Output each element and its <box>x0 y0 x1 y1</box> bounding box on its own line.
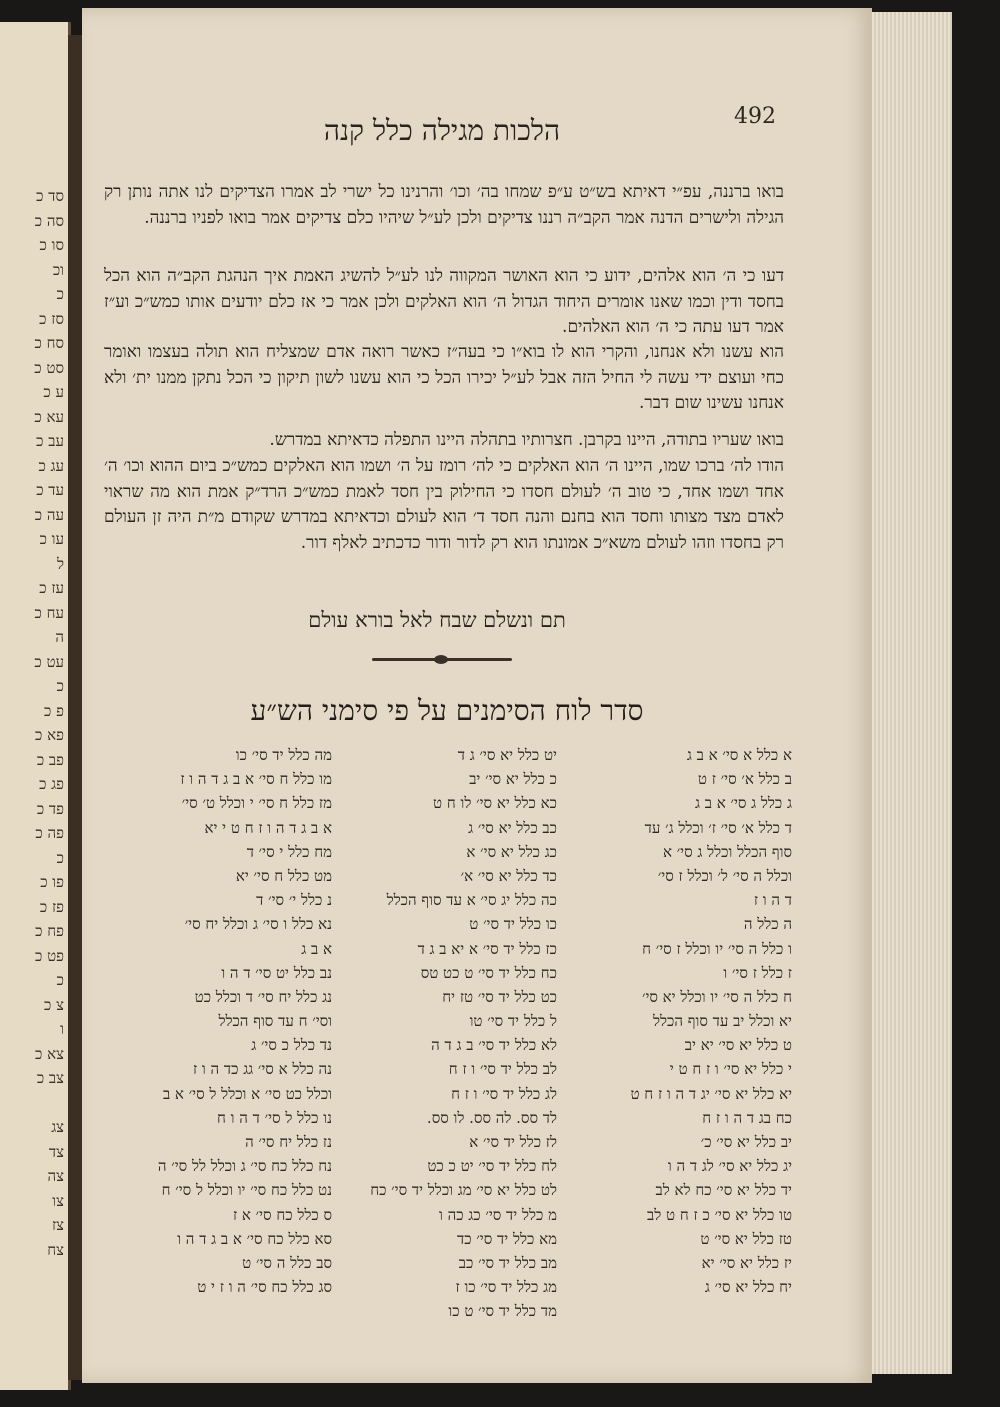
index-entry: י כלל יא סי׳ ו ז ח ט י <box>669 1060 792 1079</box>
index-entry: ס כלל כח סי׳ א ז <box>232 1205 332 1224</box>
left-page-line: ל <box>56 554 64 573</box>
index-entry: מג כלל יד סי׳ כו ז <box>455 1278 557 1297</box>
index-entry: לז כלל יד סי׳ א <box>469 1133 557 1151</box>
index-entry: נט כלל כח סי׳ יו וכלל ל סי׳ ח <box>161 1181 332 1200</box>
index-entry: סא כלל כח סי׳ א ב ג ד ה ו <box>177 1229 332 1248</box>
index-entry: לג כלל יד סי׳ ו ז ח <box>451 1084 557 1103</box>
left-page-line: צו <box>52 1191 64 1210</box>
index-entry: יא וכלל יב עד סוף הכלל <box>653 1012 792 1031</box>
left-page-line: עט כ <box>34 652 64 671</box>
index-entry: א כלל א סי׳ א ב ג <box>686 746 792 764</box>
left-page-line: פג כ <box>39 775 64 793</box>
index-column-middle <box>332 743 557 1324</box>
index-entry: לא כלל יד סי׳ ב ג ד ה <box>431 1036 557 1055</box>
index-entry: ו כלל ה סי׳ יו וכלל ז סי׳ ח <box>642 939 792 958</box>
index-entry: נה כלל א סי׳ גג כד ה ו ז <box>192 1060 332 1079</box>
left-page-line: פח כ <box>35 922 64 940</box>
index-entry: ד כלל א׳ סי׳ ז׳ וכלל ג׳ עד <box>644 818 792 837</box>
left-page-line: צא כ <box>35 1044 64 1063</box>
closing-line: תם ונשלם שבח לאל בורא עולם <box>308 608 566 632</box>
left-page-line: סז כ <box>39 309 64 328</box>
left-page-line: סה כ <box>34 211 64 230</box>
index-entry: ד ה ו ז <box>753 891 792 910</box>
index-entry: וכלל כט סי׳ א וכלל ל סי׳ א ב <box>162 1084 332 1103</box>
index-entry: נז כלל יח סי׳ ה <box>245 1133 332 1151</box>
divider-ornament <box>434 655 448 664</box>
left-page-line: ה <box>55 628 64 646</box>
index-entry: סב כלל ה סי׳ ט <box>242 1253 332 1272</box>
index-entry: טז כלל יא סי׳ ט <box>700 1229 792 1248</box>
left-page-line: עג כ <box>38 456 64 475</box>
paragraph: הוא עשנו ולא אנחנו, והקרי הוא לו בוא״ו כי בעה״ז כאשר רואה אדם שמצליח הוא תולה בעצמו ואומר כחי ועוצם ידי עשה לי החיל הזה אבל לע״ל יכירו הכל כי הוא עשנו לשון תיקון כי הכל נתקן ממנו ית׳ ולא אנחנו עשינו שום דבר. <box>104 342 784 413</box>
index-entry: כז כלל יד סי׳ א יא ב ג ד <box>417 939 557 958</box>
left-page-line: ו <box>60 1020 64 1038</box>
left-page-line: פז כ <box>39 897 64 916</box>
left-page-line: ע כ <box>43 383 64 401</box>
page-edges <box>872 12 952 1374</box>
left-page-line: פב כ <box>36 750 64 769</box>
paragraph: בואו ברננה, עפ״י דאיתא בש״ט ע״פ שמחו בה׳ וכו׳ והרנינו כל ישרי לב אמרו הצדיקים לנו אתה נותן רק הגילה ולישרים הדנה אמר הקב״ה רננו צדיקים ולכן לע״ל שיהיו כלם צדיקים אמר בואו לפניו ברננה. <box>104 182 784 228</box>
left-page-line: סט כ <box>34 358 64 377</box>
index-entry: נד כלל כ סי׳ ג <box>251 1036 332 1055</box>
left-page-line: כ <box>56 971 64 989</box>
index-entry: כח כלל יד סי׳ ט כט טס <box>420 963 557 982</box>
index-entry: יז כלל יא סי׳ יא <box>701 1253 792 1272</box>
index-table-title: סדר לוח הסימנים על פי סימני הש״ע <box>250 694 644 727</box>
index-entry: מט כלל ח סי׳ יא <box>235 866 332 885</box>
index-entry: לד סס. לה סס. לו סס. <box>426 1108 557 1127</box>
left-page-line: כ <box>56 848 64 867</box>
index-entry: מב כלל יד סי׳ כב <box>458 1253 557 1272</box>
paragraph: הודו לה׳ ברכו שמו, היינו ה׳ הוא האלקים כי לה׳ רומז על ה׳ ושמו הוא האלקים כמש״כ ביום ההוא וכו׳ ה׳ אחד ושמו אחד, כי טוב ה׳ לעולם חסדו כי החילוק בין חסד לאמת כמש״כ הרד״ק אמת הוא מה שראוי לאדם מצד מצותו וחסד הוא בחנם והנה חסד ד׳ הוא לעולם וכדאיתא במדרש שקודם מ״ת היה זן העולם רק בחסדו וזהו לעולם משא״כ אמונתו הוא רק לדור ודור כדכתיב לאלף דור. <box>104 456 784 553</box>
page-number: 492 <box>734 104 776 129</box>
left-page-line: עז כ <box>39 579 64 597</box>
left-page-line: סח כ <box>34 334 64 352</box>
index-entry: כה כלל יג סי׳ א עד סוף הכלל <box>386 891 557 910</box>
index-entry: כ כלל יא סי׳ יב <box>469 770 557 789</box>
left-page-line: צג <box>51 1118 64 1136</box>
index-entry: מה כלל יד סי׳ כו <box>235 746 332 764</box>
left-page-line: פ כ <box>44 701 64 720</box>
index-entry: כח בג ד ה ו ז ח <box>702 1108 792 1127</box>
index-entry: ט כלל יא סי׳ יא יב <box>684 1036 792 1055</box>
running-header: הלכות מגילה כלל קנה <box>323 114 561 147</box>
index-entry: טו כלל יא סי׳ כ ז ח ט לב <box>647 1205 792 1224</box>
index-entry: ז כלל ז סי׳ ו <box>723 963 792 982</box>
index-entry: נב כלל יט סי׳ ד ה ו <box>221 963 332 982</box>
index-entry: ה כלל ה <box>743 915 792 934</box>
left-page-line: עב כ <box>36 432 64 450</box>
left-page-fragment <box>0 22 71 1390</box>
book-spine <box>68 35 82 1380</box>
left-page-line: פט כ <box>34 946 64 965</box>
index-entry: מד כלל יד סי׳ ט כו <box>448 1302 557 1321</box>
index-entry: נח כלל כח סי׳ ג וכלל לל סי׳ ה <box>157 1157 332 1176</box>
left-page-line: עד כ <box>36 481 64 499</box>
index-entry: א ב ג <box>301 939 332 958</box>
index-entry: וסי׳ ח עד סוף הכלל <box>218 1012 332 1031</box>
index-entry: מח כלל י סי׳ ד <box>246 842 332 861</box>
index-entry: סוף הכלל וכלל ג סי׳ א <box>662 842 792 861</box>
left-page-line: פד כ <box>36 799 64 818</box>
index-entry: ב כלל א׳ סי׳ ז ט <box>697 770 792 789</box>
left-page-line: עו כ <box>39 530 64 548</box>
index-entry: יח כלל יא סי׳ ג <box>704 1278 792 1297</box>
index-entry: ג כלל ג סי׳ א ב ג <box>695 794 792 813</box>
index-entry: כד כלל יא סי׳ א׳ <box>460 866 557 885</box>
left-page-line: צ כ <box>44 995 64 1014</box>
left-page-line: פו כ <box>40 873 64 891</box>
index-entry: א ב ג ד ה ו ז ח ט י יא <box>204 818 332 837</box>
index-column-left <box>102 743 332 1299</box>
index-entry: נ כלל י׳ סי׳ ד <box>256 891 332 910</box>
left-page-line: עא כ <box>34 407 64 426</box>
index-entry: לט כלל יא סי׳ מג וכלל יד סי׳ כח <box>370 1181 557 1200</box>
index-entry: ח כלל ה סי׳ יו וכלל יא סי׳ <box>641 987 792 1006</box>
index-entry: נא כלל ו סי׳ ג וכלל יח סי׳ <box>184 915 332 934</box>
index-entry: וכלל ה סי׳ ל׳ וכלל ז סי׳ <box>657 866 792 885</box>
index-entry: נג כלל יח סי׳ ד וכלל כט <box>194 987 332 1006</box>
left-page-line: צז <box>51 1216 64 1234</box>
index-entry: יב כלל יא סי׳ כ׳ <box>700 1133 792 1151</box>
index-entry: יא כלל יא סי׳ יג ד ה ו ז ח ט <box>630 1084 792 1103</box>
index-entry: סג כלל כח סי׳ ה ו ז י ט <box>197 1278 332 1297</box>
left-page-line: עה כ <box>34 505 64 524</box>
left-page-line: צב כ <box>36 1069 64 1087</box>
index-entry: נו כלל ל סי׳ ד ה ו ח <box>217 1108 332 1127</box>
index-entry: מא כלל יד סי׳ כד <box>457 1229 557 1248</box>
index-entry: כט כלל יד סי׳ טז יח <box>442 987 557 1006</box>
left-page-line: וכ <box>52 260 64 279</box>
left-page-line: צח <box>47 1240 64 1259</box>
left-page-line: סו כ <box>39 236 64 254</box>
left-page-line: כ <box>56 677 64 695</box>
book-page <box>82 8 872 1383</box>
index-entry: יט כלל יא סי׳ ג ד <box>457 746 557 764</box>
index-entry: כב כלל יא סי׳ ג <box>468 818 557 837</box>
index-entry: ל כלל יד סי׳ טו <box>469 1012 557 1031</box>
left-page-line: פה כ <box>35 824 64 842</box>
left-page-line: צד <box>48 1142 64 1161</box>
paragraph: בואו שעריו בתודה, היינו בקרבן. חצרותיו בתהלה היינו התפלה כדאיתא במדרש. <box>269 430 784 450</box>
left-page-line: כ <box>56 285 64 303</box>
left-page-line: סד כ <box>36 187 64 205</box>
index-entry: מ כלל יד סי׳ כג כה ו <box>438 1205 557 1224</box>
index-column-right <box>562 743 792 1299</box>
paragraph: דעו כי ה׳ הוא אלהים, ידוע כי הוא האושר המקווה לנו לע״ל להשיג האמת איך הנהגת הקב״ה הוא הכל בחסד ודין וכמו שאנו אומרים היחוד הגדול ה׳ הוא האלקים ולכן אמר כי אז כלם יודעים אותו כמש״כ וע״ז אמר דעו עתה כי ה׳ הוא האלהים. <box>104 266 784 337</box>
index-entry: יד כלל יא סי׳ כח לא לב <box>655 1181 792 1200</box>
index-entry: כו כלל יד סי׳ ט <box>469 915 557 934</box>
index-entry: מו כלל ח סי׳ א ב ג ד ה ו ז <box>180 770 332 789</box>
index-entry: לב כלל יד סי׳ ו ז ח <box>448 1060 557 1079</box>
left-page-line: פא כ <box>35 726 64 744</box>
index-entry: לח כלל יד סי׳ יט כ כט <box>427 1157 557 1176</box>
index-entry: כג כלל יא סי׳ א <box>466 842 557 861</box>
left-page-line: עח כ <box>34 603 64 622</box>
index-entry: מז כלל ח סי׳ י וכלל ט׳ סי׳ <box>181 794 332 813</box>
index-entry: כא כלל יא סי׳ לו ח ט <box>433 794 557 813</box>
left-page-line: צה <box>47 1167 64 1185</box>
index-entry: יג כלל יא סי׳ לג ד ה ו <box>667 1157 792 1176</box>
